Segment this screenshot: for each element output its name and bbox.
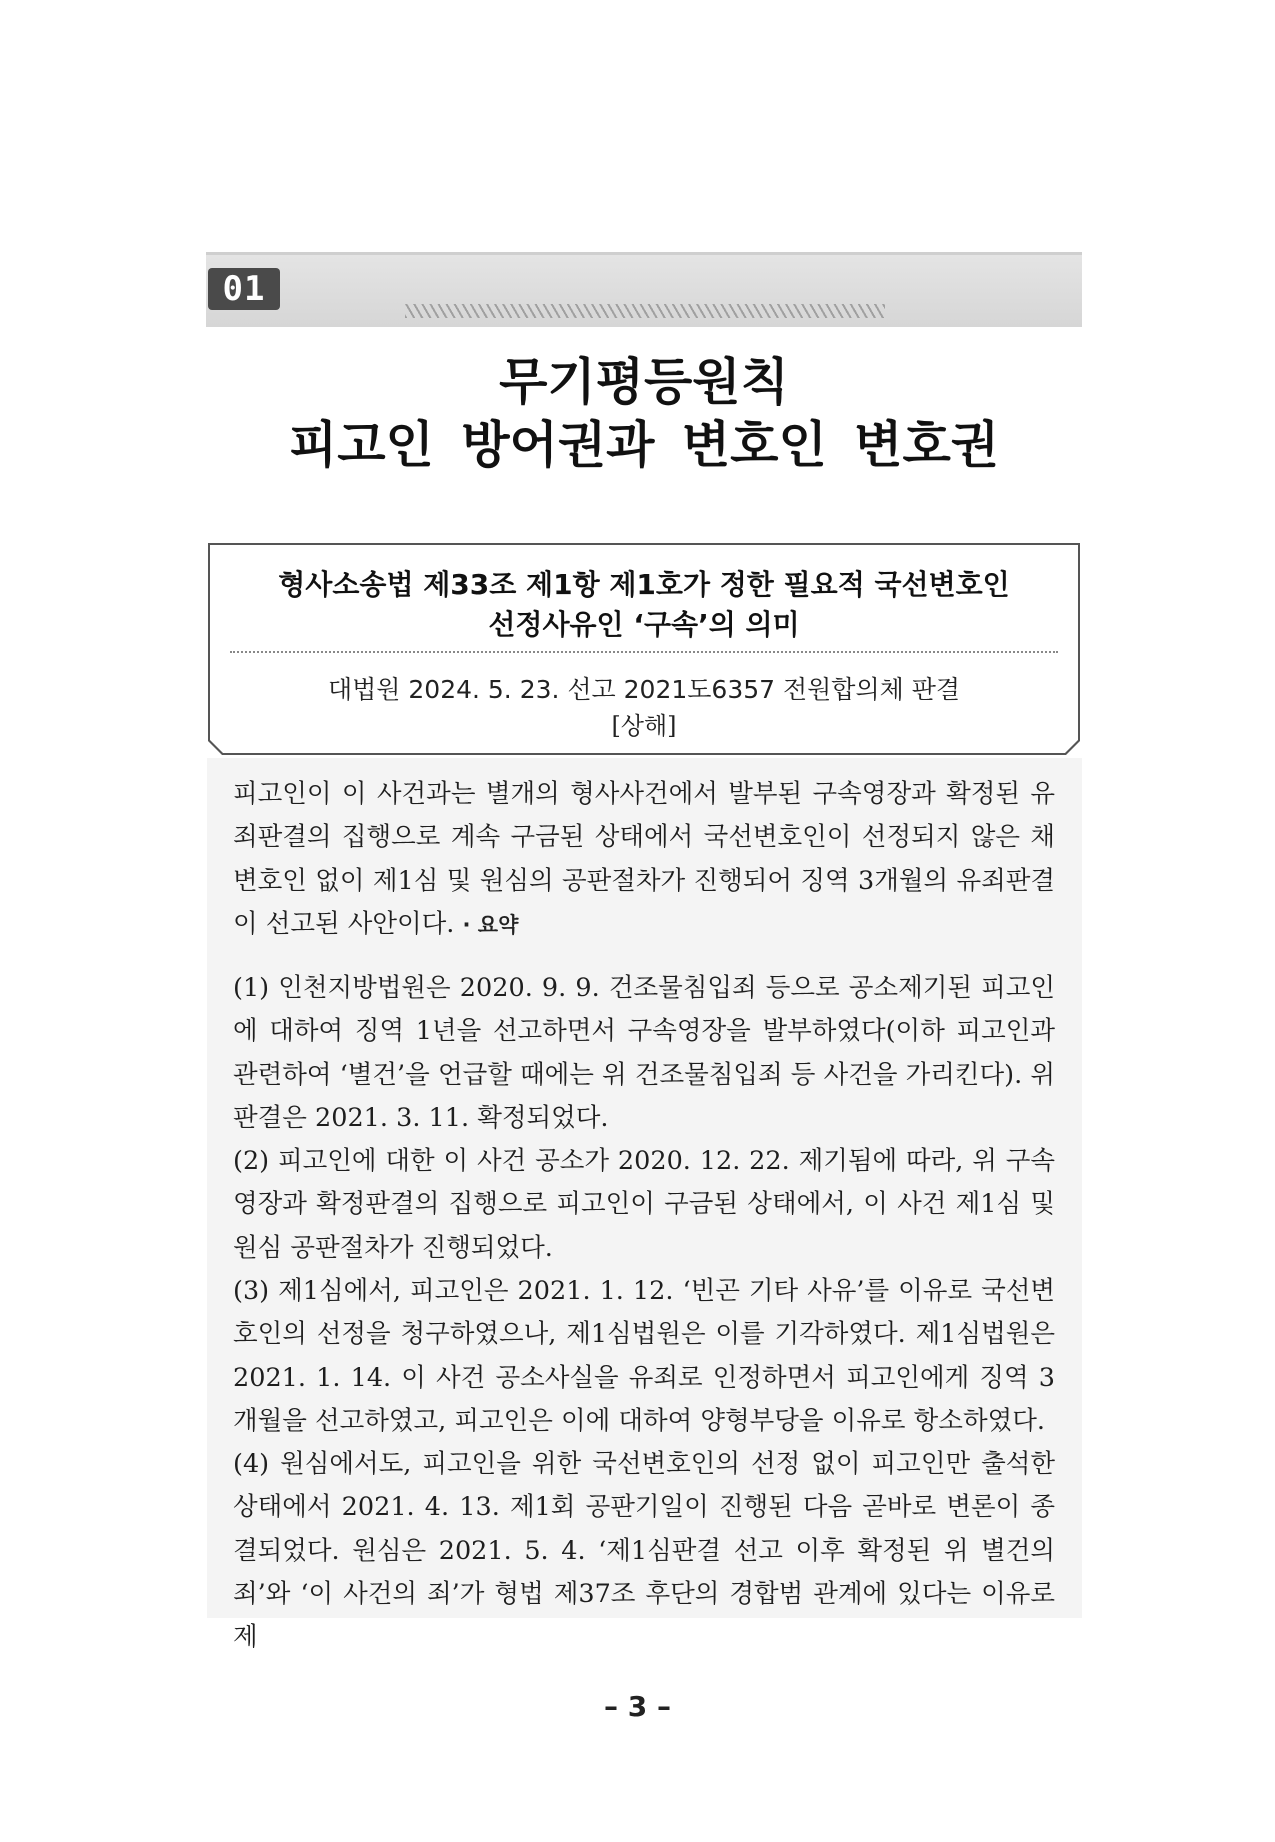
fact-paragraph-1: (1) 인천지방법원은 2020. 9. 9. 건조물침입죄 등으로 공소제기된 피고인에 대하여 징역 1년을 선고하면서 구속영장을 발부하였다(이하 피고인과 관련하여 ‘별건’을 언급할 때에는 위 건조물침입죄 등 사건을 가리킨다). 위 판결은 2021. 3. 11. 확정되었다. <box>233 973 1055 1133</box>
summary-text: 피고인이 이 사건과는 별개의 형사사건에서 발부된 구속영장과 확정된 유죄판결의 집행으로 계속 구금된 상태에서 국선변호인이 선정되지 않은 채 변호인 없이 제1심 및 원심의 공판절차가 진행되어 징역 3개월의 유죄판결이 선고된 사안이다. <box>233 779 1055 939</box>
case-tag: [상해] <box>611 712 677 740</box>
decorative-wave <box>405 304 885 318</box>
chapter-subtitle: 피고인 방어권과 변호인 변호권 <box>288 416 1000 474</box>
fact-paragraph-4: (4) 원심에서도, 피고인을 위한 국선변호인의 선정 없이 피고인만 출석한 상태에서 2021. 4. 13. 제1회 공판기일이 진행된 다음 곧바로 변론이 종결되었다. 원심은 2021. 5. 4. ‘제1심판결 선고 이후 확정된 위 별건의 죄’와 ‘이 사건의 죄’가 형법 제37조 후단의 경합범 관계에 있다는 이유로 제 <box>233 1449 1055 1653</box>
summary-paragraph <box>233 773 1055 947</box>
fact-paragraph-2: (2) 피고인에 대한 이 사건 공소가 2020. 12. 22. 제기됨에 따라, 위 구속영장과 확정판결의 집행으로 피고인이 구금된 상태에서, 이 사건 제1심 및 원심 공판절차가 진행되었다. <box>233 1146 1055 1263</box>
summary-marker: · 요약 <box>462 912 519 937</box>
page-number: – 3 – <box>604 1690 671 1723</box>
case-title-line1: 형사소송법 제33조 제1항 제1호가 정한 필요적 국선변호인 <box>278 568 1010 601</box>
fact-paragraph-3: (3) 제1심에서, 피고인은 2021. 1. 12. ‘빈곤 기타 사유’를 이유로 국선변호인의 선정을 청구하였으나, 제1심법원은 이를 기각하였다. 제1심법원은 2021. 1. 14. 이 사건 공소사실을 유죄로 인정하면서 피고인에게 징역 3개월을 선고하였고, 피고인은 이에 대하여 양형부당을 이유로 항소하였다. <box>233 1276 1055 1436</box>
chapter-title: 무기평등원칙 <box>499 353 789 411</box>
chapter-number-badge: 01 <box>208 268 280 310</box>
case-citation: 대법원 2024. 5. 23. 선고 2021도6357 전원합의체 판결 <box>327 675 960 704</box>
case-title-line2: 선정사유인 ‘구속’의 의미 <box>488 608 800 641</box>
dotted-divider <box>230 651 1058 653</box>
